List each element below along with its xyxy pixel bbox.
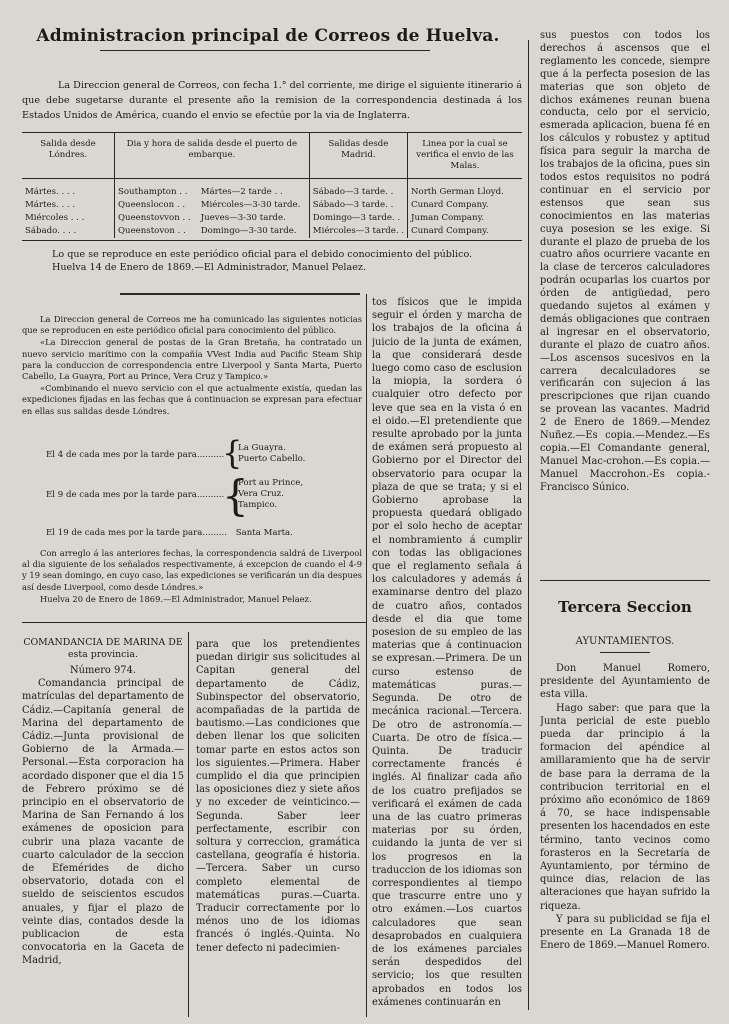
- table-cell: Queenslocon . .: [118, 200, 186, 210]
- table-cell: Domingo—3 tarde. .: [309, 212, 407, 225]
- column-paragraph: tos físicos que le impida seguir el órden y marcha de los trabajos de la oficina á juicio de la junta de exámen, la que considerará desde luego como caso de esclusion la miopia, la sordera ó cualquier otro defecto por leve que sea en la vista ó en el oido.—El pretendiente que resulte aprobado por la junta de exámen será propuesto al Gobierno por el Director del observatorio para ocupar la plaza de que se trata; y si el Gobierno aprobase la propuesta quedará obligado por el solo hecho de aceptar el nombramiento á cumplir con todas las obligaciones que el reglamento señala á los calculadores y además á examinarse dentro del plazo de cuatro años, contados desde el dia que tome posesion de su empleo de las materias que á continuacion se expresan.—Primera. De un curso estenso de matemáticas puras.—Segunda. De otro de mecánica racional.—Tercera. De otro de astronomía.—Cuarta. De otro de física.—Quinta. De traducir correctamente francés é inglés. Al finalizar cada año de los cuatro prefijados se verificará el exámen de cada una de las cuatro primeras materias por su órden, cuidando la junta de ver si los progresos en la traduccion de los idiomas son correspondientes al tiempo que trascurre entre uno y otro exámen.—Los cuartos calculadores que sean desaprobados en cualquiera de los exámenes parciales serán despedidos del servicio; los que resulten aprobados en todos los exámenes continuarán en: [372, 297, 522, 1008]
- schedule-table: [22, 132, 522, 238]
- table-row: [22, 179, 522, 200]
- departure-row-9: [46, 490, 224, 501]
- table-cell: Southampton . .: [118, 187, 188, 197]
- ayuntamiento-paragraph: Hago saber: que para que la Junta pericial de este pueblo pueda dar principio á la formacion del apéndice al amillaramiento que ha de servir de base para la derrama de la contribucion territorial en el próximo año económico de 1869 á 70, se hace indispensable presenten los hacendados en este término, tanto vecinos como forasteros en la Secretaría de Ayuntamiento, por término de quince dias, relacion de las alteraciones que hayan sufrido la riqueza.: [540, 702, 710, 912]
- departure-dest-4: [238, 443, 305, 465]
- ayuntamiento-paragraph: Y para su publicidad se fija el presente en La Granada 18 de Enero de 1869.—Manuel Romero.: [540, 913, 710, 952]
- section-title: Tercera Seccion: [558, 598, 692, 616]
- schedule-header: Salida desde Lóndres.: [22, 133, 115, 179]
- notice-paragraph: «La Direccion general de postas de la Gran Bretaña, ha contratado un nuevo servicio marítimo con la compañía VVest India aud Pacific Steam Ship para la conduccion de correspondencia entre Liverpool y Santa Marta, Puerto Cabello, La Guayra, Port au Prince, Vera Cruz y Tampico.»: [22, 337, 362, 382]
- departure-label: El 4 de cada mes por la tarde para..........: [46, 450, 225, 460]
- destination: Port au Prince,: [238, 478, 304, 488]
- destination: Tampico.: [238, 500, 278, 510]
- table-cell: Miércoles—3-30 tarde.: [198, 199, 310, 212]
- table-cell: Jueves—3-30 tarde.: [198, 212, 310, 225]
- notice-paragraph: Con arreglo á las anteriores fechas, la correspondencia saldrá de Liverpool al dia siguiente de los señalados respectivamente, á excepcion de cuando el 4-9 y 19 sean domingo, en cuyo caso, las expediciones se verificarán un dia despues así desde Liverpool, como desde Lóndres.»: [22, 548, 362, 592]
- departure-row-4: [46, 450, 224, 461]
- table-cell: Cunard Company.: [411, 226, 489, 236]
- table-cell: Domingo—3-30 tarde.: [198, 225, 310, 238]
- schedule-signature: Huelva 14 de Enero de 1869.—El Administrador, Manuel Pelaez.: [52, 262, 367, 273]
- column-rule: [366, 612, 367, 1017]
- ornament-divider: [120, 293, 360, 295]
- table-cell: Miércoles . . .: [22, 212, 115, 225]
- ayuntamiento-text: [540, 662, 710, 1016]
- title-rule: [100, 50, 430, 51]
- schedule-note-line: Lo que se reproduce en este periódico oficial para el debido conocimiento del público.: [52, 249, 473, 260]
- marina-paragraph: para que los pretendientes puedan dirigir sus solicitudes al Capitan general del departamento de Cádiz, Subinspector del observatorio, acompañadas de la partida de bautismo.—Las condiciones que deben llenar los que soliciten tomar parte en estos actos son los siguientes.—Primera. Haber cumplido el dia que principien las oposiciones diez y siete años y no exceder de veinticinco.—Segunda. Saber leer perfectamente, escribir con soltura y correccion, gramática castellana, geografía é historia.—Tercera. Saber un curso completo elemental de matemáticas puras.—Cuarta. Traducir correctamente por lo ménos uno de los idiomas francés ó inglés.-Quinta. No tener defecto ni padecimien-: [196, 639, 360, 954]
- schedule-header: Linea por la cual se verifica el envio de las Malas.: [408, 133, 523, 179]
- table-cell: North German Lloyd.: [411, 187, 504, 197]
- intro-paragraph: La Direccion general de Correos, con fecha 1.° del corriente, me dirige el siguiente itinerario á que debe sugetarse durante el presente año la remision de la correspondencia destinada á los Estados Unidos de América, cuando el envio se efectúe por la via de Inglaterra.: [22, 80, 522, 121]
- table-row: [22, 225, 522, 238]
- departure-row-19: [46, 528, 293, 539]
- right-column-text: [540, 30, 710, 570]
- table-cell: Sábado—3 tarde. .: [309, 179, 407, 200]
- direccion-notice: [22, 314, 362, 440]
- table-cell: Queenstovon . .: [118, 226, 186, 236]
- direccion-closing: [22, 548, 362, 606]
- marina-paragraph: Comandancia principal de matrículas del departamento de Cádiz.—Capitanía general de Marina del departamento de Cádiz.—Junta provisional de Gobierno de la Armada.—Personal.—Esta corporacion ha acordado disponer que el dia 15 de Febrero próximo se dé principio en el observatorio de Marina de San Fernando á los exámenes de oposicion para cubrir una plaza vacante de cuarto calculador de la seccion de Efemérides de dicho observatorio, dotada con el sueldo de seiscientos escudos anuales, y fijar el plazo de veinte dias, contados desde la publicacion de esta convocatoria en la Gaceta de Madrid,: [22, 678, 184, 967]
- table-cell: Juman Company.: [411, 213, 485, 223]
- marina-text: [22, 664, 184, 1016]
- destination: La Guayra.: [238, 443, 286, 453]
- schedule-header: Dia y hora de salida desde el puerto de embarque.: [115, 133, 310, 179]
- destination: Puerto Cabello.: [238, 454, 306, 464]
- table-cell: Sábado. . . .: [22, 225, 115, 238]
- marina-subtitle: esta provincia.: [68, 649, 138, 660]
- table-row: [22, 212, 522, 225]
- ayuntamiento-paragraph: Don Manuel Romero, presidente del Ayuntamiento de esta villa.: [540, 663, 710, 701]
- table-cell: Cunard Company.: [411, 200, 489, 210]
- notice-paragraph: «Combinando el nuevo servicio con el que actualmente existía, quedan las expediciones fijadas en las fechas que á continuacion se expresan para efectuar en ellas sus salidas desde Lóndres.: [22, 383, 362, 416]
- destination: Santa Marta.: [235, 528, 293, 538]
- table-cell: Mártes. . . .: [22, 199, 115, 212]
- center-column-text: [372, 296, 522, 1016]
- table-cell: Mártes. . . .: [22, 179, 115, 200]
- schedule-header: Salidas desde Madrid.: [309, 133, 407, 179]
- column-paragraph: sus puestos con todos los derechos á ascensos que el reglamento les concede, siempre que á la perfecta posesion de las materias que son objeto de dichos exámenes reunan buena conducta, celo por el servicio, esmerada aplicacion, buena fé en los cálculos y robustez y aptitud física para seguir la marcha de los trabajos de la oficina, pues sin todos estos requisitos no podrá continuar en el servicio por estensos que sean sus conocimientos en las materias cuya posesion se les exige. Si durante el plazo de prueba de los cuatro años ocurriere vacante en la clase de terceros calculadores podrán ocuparlas los cuartos por órden de antigüedad, pero quedando sujetos al exámen y demás obligaciones que contraen al ingresar en el observatorio, durante el plazo de cuatro años.—Los ascensos sucesivos en la carrera decalculadores se verificarán con sujecion á las prescripciones que rijan cuando se provean las vacantes. Madrid 2 de Enero de 1869.—Mendez Nuñez.—Es copia.—Mendez.—Es copia.—El Comandante general, Manuel Mac-crohon.—Es copia.—Manuel Maccrohon.-Es copia.-Francisco Súnico.: [540, 30, 710, 493]
- table-row: [22, 199, 522, 212]
- schedule-note: [22, 248, 522, 274]
- departure-label: El 9 de cada mes por la tarde para..........: [46, 490, 225, 500]
- ornament-line: [120, 293, 360, 295]
- brace-glyph: {: [222, 471, 249, 520]
- table-cell: Mártes—2 tarde . .: [198, 179, 310, 200]
- section-rule: [600, 652, 650, 653]
- marina-heading: [22, 637, 184, 661]
- brace-glyph: {: [222, 434, 243, 472]
- departure-dest-9: [238, 478, 303, 511]
- section-subtitle: AYUNTAMIENTOS.: [575, 636, 675, 647]
- destination: Vera Cruz.: [238, 489, 284, 499]
- section-rule: [22, 622, 366, 623]
- departure-label: El 19 de cada mes por la tarde para.........: [46, 528, 227, 538]
- marina-number: Número 974.: [69, 665, 136, 676]
- column-rule: [188, 632, 189, 1017]
- table-cell: Sábado—3 tarde. .: [309, 199, 407, 212]
- marina-title: COMANDANCIA DE MARINA DE: [23, 637, 183, 648]
- section-rule: [540, 580, 710, 581]
- marina-continued-text: [196, 638, 360, 1016]
- column-rule: [528, 40, 529, 1010]
- page-title: Administracion principal de Correos de Huelva.: [36, 26, 500, 46]
- notice-signature: Huelva 20 de Enero de 1869.—El Administrador, Manuel Pelaez.: [40, 593, 312, 604]
- column-rule: [366, 294, 367, 612]
- table-bottom-rule: [22, 240, 522, 241]
- table-cell: Miércoles—3 tarde. .: [309, 225, 407, 238]
- table-cell: Queenstovvon . .: [118, 213, 191, 223]
- notice-paragraph: La Direccion general de Correos me ha comunicado las siguientes noticias que se reproducen en este periódico oficial para conocimiento del público.: [22, 314, 362, 336]
